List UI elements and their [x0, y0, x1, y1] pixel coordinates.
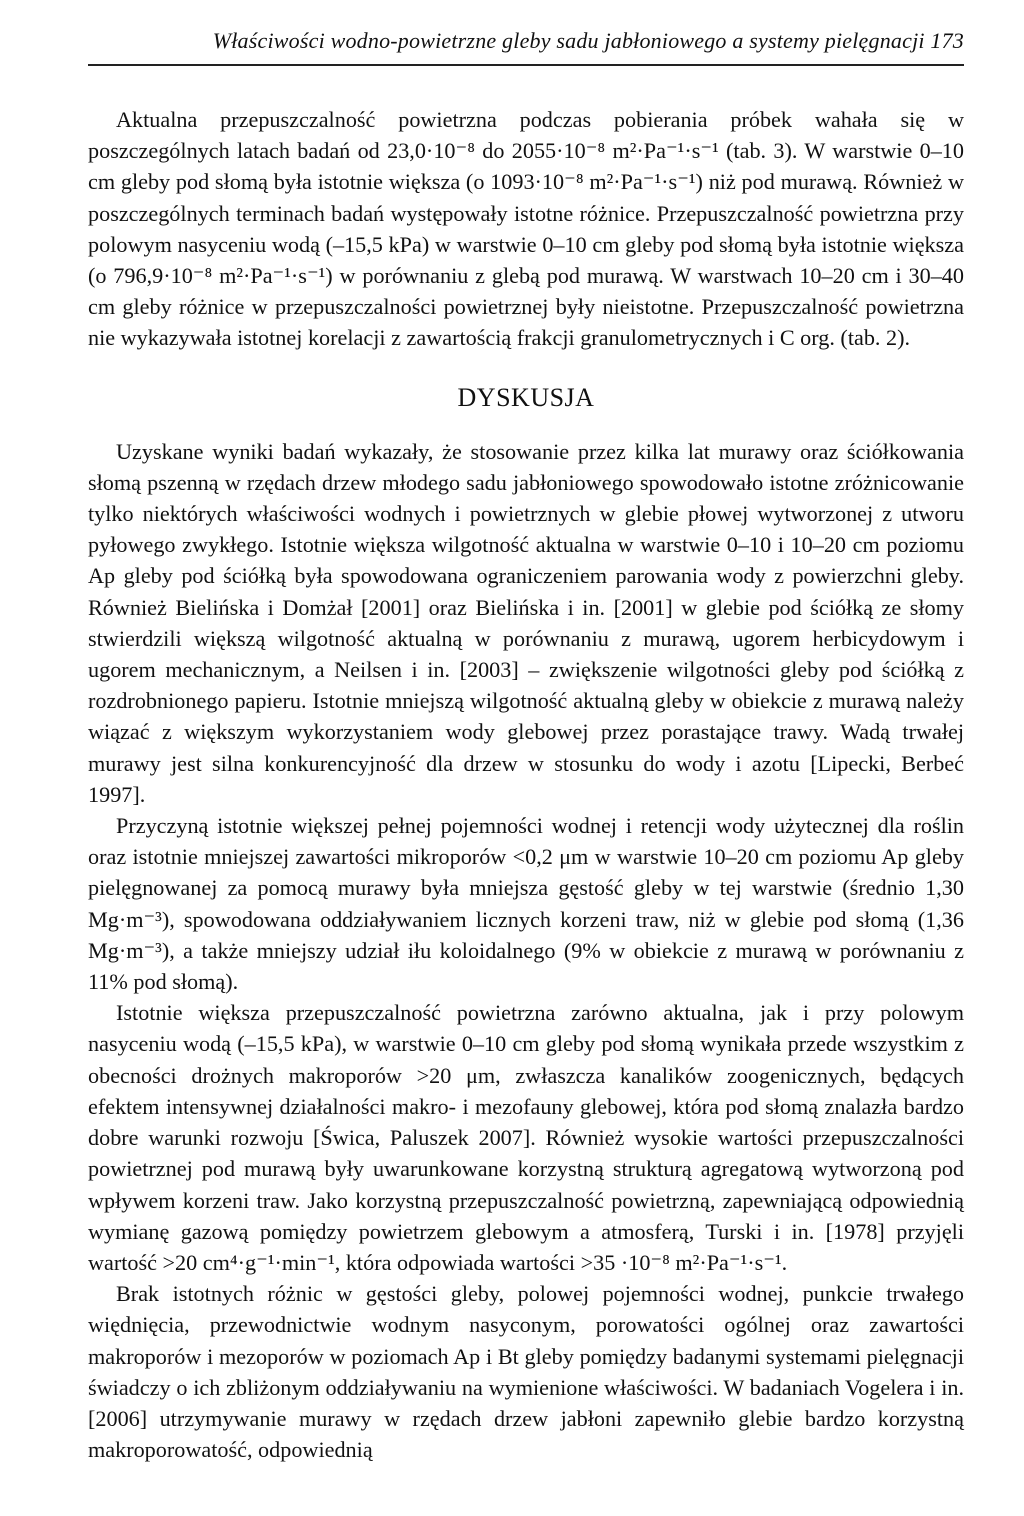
paragraph-discussion-2: Przyczyną istotnie większej pełnej pojemności wodnej i retencji wody użytecznej dla roślin oraz istotnie mniejszej zawartości mikroporów <0,2 μm w warstwie 10–20 cm poziomu Ap gleby pielęgnowanej za pomocą murawy była mniejsza gęstość gleby w tej warstwie (średnio 1,30 Mg·m⁻³), spowodowana oddziaływaniem licznych korzeni traw, niż w glebie pod słomą (1,36 Mg·m⁻³), a także mniejszy udział iłu koloidalnego (9% w obiekcie z murawą w porównaniu z 11% pod słomą). — [88, 813, 964, 995]
running-head: Właściwości wodno-powietrzne gleby sadu jabłoniowego a systemy pielęgnacji 173 — [212, 28, 964, 53]
paragraph-discussion-1: Uzyskane wyniki badań wykazały, że stosowanie przez kilka lat murawy oraz ściółkowania słomą pszenną w rzędach drzew młodego sadu jabłoniowego spowodowało istotne zróżnicowanie tylko niektórych właściwości wodnych i powietrznych w glebie płowej wytworzonej z utworu pyłowego zwykłego. Istotnie większa wilgotność aktualna w warstwie 0–10 i 10–20 cm poziomu Ap gleby pod ściółką była spowodowana ograniczeniem parowania wody z powierzchni gleby. Również Bielińska i Domżał [2001] oraz Bielińska i in. [2001] w glebie pod ściółką ze słomy stwierdzili większą wilgotność aktualną w porównaniu z murawą, ugorem herbicydowym i ugorem mechanicznym, a Neilsen i in. [2003] – zwiększenie wilgotności gleby pod ściółką z rozdrobnionego papieru. Istotnie mniejszą wilgotność aktualną gleby w obiekcie z murawą należy wiązać z większym wykorzystaniem wody glebowej przez porastające trawy. Wadą trwałej murawy jest silna konkurencyjność dla drzew w stosunku do wody i azotu [Lipecki, Berbeć 1997]. — [88, 438, 964, 807]
article-body — [88, 104, 964, 1465]
header-rule — [88, 64, 964, 66]
paragraph-results-air-permeability: Aktualna przepuszczalność powietrzna podczas pobierania próbek wahała się w poszczególnych latach badań od 23,0·10⁻⁸ do 2055·10⁻⁸ m²·Pa⁻¹·s⁻¹ (tab. 3). W warstwie 0–10 cm gleby pod słomą była istotnie większa (o 1093·10⁻⁸ m²·Pa⁻¹·s⁻¹) niż pod murawą. Również w poszczególnych terminach badań występowały istotne różnice. Przepuszczalność powietrzna przy polowym nasyceniu wodą (–15,5 kPa) w warstwie 0–10 cm gleby pod słomą była istotnie większa (o 796,9·10⁻⁸ m²·Pa⁻¹·s⁻¹) w porównaniu z glebą pod murawą. W warstwach 10–20 cm i 30–40 cm gleby różnice w przepuszczalności powietrznej były nieistotne. Przepuszczalność powietrzna nie wykazywała istotnej korelacji z zawartością frakcji granulometrycznych i C org. (tab. 2). — [88, 107, 964, 351]
section-heading-dyskusja: DYSKUSJA — [457, 382, 595, 412]
paragraph-discussion-4: Brak istotnych różnic w gęstości gleby, polowej pojemności wodnej, punkcie trwałego więdnięcia, przewodnictwie wodnym nasyconym, porowatości ogólnej oraz zawartości makroporów i mezoporów w poziomach Ap i Bt gleby pomiędzy badanymi systemami pielęgnacji świadczy o ich zbliżonym oddziaływaniu na wymienione właściwości. W badaniach Vogelera i in. [2006] utrzymywanie murawy w rzędach drzew jabłoni zapewniło glebie bardzo korzystną makroporowatość, odpowiednią — [88, 1281, 964, 1463]
paragraph-discussion-3: Istotnie większa przepuszczalność powietrzna zarówno aktualna, jak i przy polowym nasyceniu wodą (–15,5 kPa), w warstwie 0–10 cm gleby pod słomą wynikała przede wszystkim z obecności drożnych makroporów >20 μm, zwłaszcza kanalików zoogenicznych, będących efektem intensywnej działalności makro- i mezofauny glebowej, która pod słomą znalazła bardzo dobre warunki rozwoju [Świca, Paluszek 2007]. Również wysokie wartości przepuszczalności powietrznej pod murawą były uwarunkowane korzystną strukturą agregatową wytworzoną pod wpływem korzeni traw. Jako korzystną przepuszczalność powietrzną, zapewniającą odpowiednią wymianę gazową pomiędzy powietrzem glebowym a atmosferą, Turski i in. [1978] przyjęli wartość >20 cm⁴·g⁻¹·min⁻¹, która odpowiada wartości >35 ·10⁻⁸ m²·Pa⁻¹·s⁻¹. — [88, 1000, 964, 1275]
